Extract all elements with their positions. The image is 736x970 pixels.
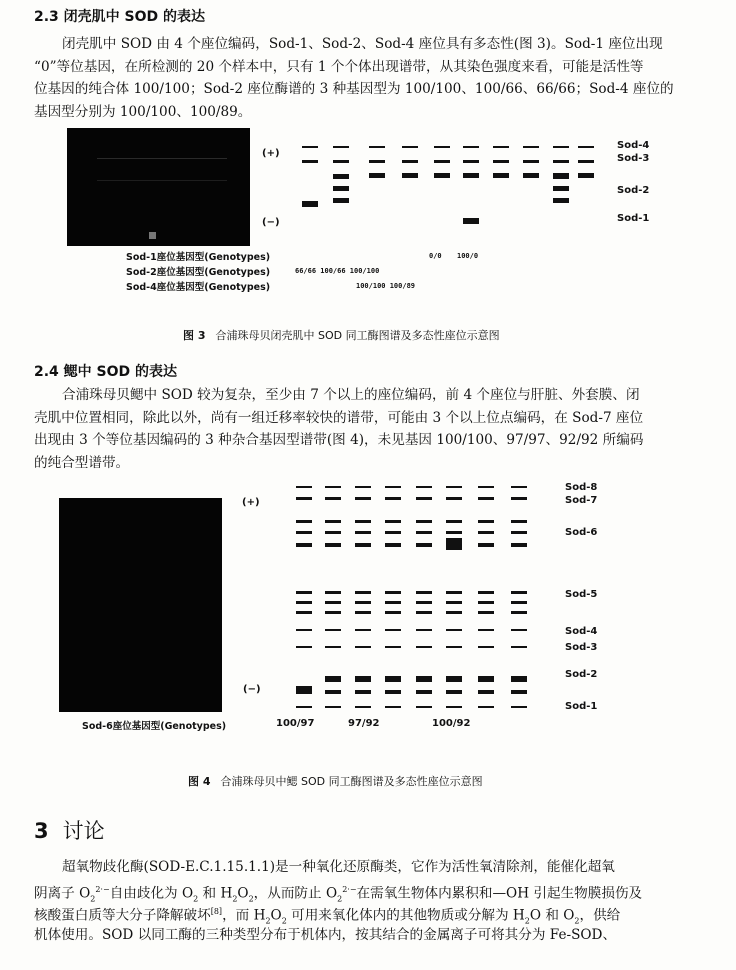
gel-band [478,706,494,708]
gel-band [463,173,479,178]
gel-band [416,611,432,614]
gel-band [463,146,479,148]
gel-band [478,646,494,648]
citation: [8] [210,907,223,916]
gel-band [553,198,569,203]
gel-band [446,591,462,594]
gel-band [511,611,527,614]
gel-band [355,531,371,534]
gel-band [434,146,450,148]
gel-band [296,520,312,523]
gel-photo [67,128,250,246]
gel-band [385,676,401,682]
gel-band [296,591,312,594]
figure-3-caption [183,327,500,343]
gel-band [355,591,371,594]
gel-band [446,520,462,523]
gel-band [333,174,349,179]
gel-band [478,690,494,694]
gel-band [434,160,450,163]
gel-band [385,531,401,534]
gel-band [511,520,527,523]
gel-band [416,629,432,631]
caption-text: 合浦珠母贝中鳃 SOD 同工酶图谱及多态性座位示意图 [220,775,483,788]
gel-band [478,531,494,534]
section-2-4-body [34,384,706,474]
body-line: 机体使用。SOD 以同工酶的三种类型分布于机体内，按其结合的金属离子可将其分为 Fe-SOD、 [34,926,617,943]
gel-band [402,146,418,148]
gel-band [355,601,371,604]
gel-band [553,174,569,179]
genotype-value: 0/0 [429,252,442,260]
section-number: 3 [34,819,49,843]
gel-band [369,146,385,148]
gel-band [325,497,341,500]
gel-band [355,543,371,547]
locus-label: Sod-1 [617,213,650,224]
gel-band [523,146,539,148]
locus-label: Sod-3 [565,642,598,653]
gel-band [385,601,401,604]
minus-sign: (−) [262,217,280,228]
gel-band [296,686,312,692]
gel-band [325,601,341,604]
section-2-4-title: 2.4 鳃中 SOD 的表达 [34,364,178,380]
gel-band [446,486,462,488]
locus-label: Sod-4 [617,140,650,151]
body-line: 位基因的纯合体 100/100；Sod-2 座位酶谱的 3 种基因型为 100/100、100/66、66/66；Sod-4 座位的 [34,81,674,97]
gel-band [296,486,312,488]
gel-band [385,646,401,648]
gel-band [511,591,527,594]
gel-band [296,497,312,500]
locus-label: Sod-5 [565,589,598,600]
gel-band [446,531,462,534]
gel-band [478,676,494,682]
gel-band [302,160,318,163]
gel-band [385,520,401,523]
gel-band [355,486,371,488]
gel-band [416,690,432,694]
gel-band [578,160,594,163]
body-line: 闭壳肌中 SOD 由 4 个座位编码，Sod-1、Sod-2、Sod-4 座位具有多态性(图 3)。Sod-1 座位出现 [62,36,663,52]
gel-band [385,706,401,708]
gel-band [511,497,527,500]
genotype-label: Sod-4座位基因型(Genotypes) [126,282,271,293]
section-2-3-body [34,33,706,123]
gel-band [325,676,341,682]
genotype-value: 100/0 [457,252,479,260]
gel-band [578,146,594,148]
gel-band [355,706,371,708]
gel-band [416,531,432,534]
genotype-value: 100/97 [276,718,315,729]
gel-band [355,676,371,682]
gel-band [446,611,462,614]
section-title: 讨论 [62,819,105,843]
gel-band [416,543,432,547]
gel-band [478,611,494,614]
locus-label: Sod-1 [565,701,598,712]
gel-band [369,173,385,178]
gel-band [325,706,341,708]
body-line: 基因型分别为 100/100、100/89。 [34,103,252,120]
gel-band [478,520,494,523]
locus-label: Sod-7 [565,495,598,506]
gel-band [333,160,349,163]
gel-band [369,160,385,163]
gel-band [416,486,432,488]
plus-sign: (+) [262,148,280,159]
gel-band [446,706,462,708]
gel-band [523,173,539,178]
plus-sign: (+) [242,497,260,508]
gel-band [511,486,527,488]
gel-band [463,160,479,163]
genotype-label: Sod-1座位基因型(Genotypes) [126,252,271,263]
gel-band [302,146,318,148]
body-line: 超氧物歧化酶(SOD-E.C.1.15.1.1)是一种氧化还原酶类，它作为活性氧清除剂，能催化超氧 [62,859,615,875]
gel-band [402,173,418,178]
gel-band [325,486,341,488]
gel-band [325,611,341,614]
figure-4-caption [188,773,483,789]
gel-band [325,543,341,547]
gel-band [511,543,527,547]
gel-band [446,538,462,550]
gel-band [446,497,462,500]
gel-band [385,690,401,694]
gel-band [511,531,527,534]
gel-band [296,543,312,547]
gel-band [511,706,527,708]
gel-band [333,198,349,203]
body-line: 出现由 3 个等位基因编码的 3 种杂合基因型谱带(图 4)，未见基因 100/100、97/97、92/92 所编码 [34,432,644,448]
locus-label: Sod-2 [565,669,598,680]
gel-band [355,497,371,500]
locus-label: Sod-6 [565,527,598,538]
gel-band [493,160,509,163]
gel-band [416,646,432,648]
gel-band [385,497,401,500]
gel-band [355,520,371,523]
section-3-body [34,856,706,946]
gel-band [553,146,569,148]
caption-number: 图 4 [188,775,211,788]
gel-band [333,186,349,191]
gel-band [553,186,569,191]
section-3-heading [34,815,105,845]
genotype-label: Sod-6座位基因型(Genotypes) [82,721,227,732]
gel-band [325,591,341,594]
gel-band [325,646,341,648]
section-2-3-title: 2.3 闭壳肌中 SOD 的表达 [34,9,206,25]
gel-band [446,690,462,694]
gel-band [325,629,341,631]
gel-band [493,146,509,148]
gel-band [463,218,479,224]
gel-band [478,591,494,594]
gel-band [296,646,312,648]
gel-band [355,629,371,631]
body-line: “0”等位基因，在所检测的 20 个样本中，只有 1 个个体出现谱带，从其染色强度来看，可能是活性等 [34,58,644,75]
body-line: 合浦珠母贝鳃中 SOD 较为复杂，至少由 7 个以上的座位编码，前 4 个座位与肝脏、外套膜、闭 [62,387,640,403]
gel-band [385,591,401,594]
gel-band [385,543,401,547]
gel-band [478,601,494,604]
gel-band [296,611,312,614]
gel-band [478,486,494,488]
gel-band [511,601,527,604]
gel-band [416,520,432,523]
gel-band [523,160,539,163]
gel-band [416,497,432,500]
gel-band [446,676,462,682]
gel-band [296,629,312,631]
gel-band [478,543,494,547]
gel-band [416,676,432,682]
genotype-label: Sod-2座位基因型(Genotypes) [126,267,271,278]
locus-label: Sod-3 [617,153,650,164]
gel-band [511,646,527,648]
gel-band [296,601,312,604]
genotype-value: 66/66 100/66 100/100 [295,267,380,275]
figure-4 [0,480,736,790]
caption-text: 合浦珠母贝闭壳肌中 SOD 同工酶图谱及多态性座位示意图 [215,329,500,342]
gel-band [434,173,450,178]
gel-band [478,629,494,631]
gel-band [511,629,527,631]
gel-band [493,173,509,178]
gel-band [578,173,594,178]
minus-sign: (−) [243,684,261,695]
gel-band [325,690,341,694]
body-line: 壳肌中位置相同，除此以外，尚有一组迁移率较快的谱带，可能由 3 个以上位点编码，在 Sod-7 座位 [34,409,644,426]
gel-band [402,160,418,163]
body-line: 阴离子 $O_2^{2\cdot-}$自由歧化为 $O_2$ 和 $H_2O_2$，从而防止 $O_2^{2\cdot-}$在需氧生物体内累积和—OH 引起生物膜损伤及 [34,884,643,903]
gel-band [416,591,432,594]
gel-band [296,706,312,708]
caption-number: 图 3 [183,329,206,342]
gel-photo [59,498,222,712]
gel-band [385,611,401,614]
gel-band [416,706,432,708]
gel-band [511,676,527,682]
gel-band [511,690,527,694]
gel-band [296,531,312,534]
gel-band [553,160,569,163]
locus-label: Sod-4 [565,626,598,637]
gel-band [325,520,341,523]
gel-band [355,690,371,694]
gel-band [325,531,341,534]
gel-band [302,201,318,207]
gel-band [355,611,371,614]
gel-band [385,486,401,488]
locus-label: Sod-2 [617,185,650,196]
gel-band [333,146,349,148]
genotype-value: 97/92 [348,718,380,729]
body-line: 的纯合型谱带。 [34,454,130,471]
figure-3 [0,125,736,345]
locus-label: Sod-8 [565,482,598,493]
gel-band [446,629,462,631]
gel-band [478,497,494,500]
gel-band [355,646,371,648]
genotype-value: 100/100 100/89 [356,282,416,290]
gel-band [446,601,462,604]
genotype-value: 100/92 [432,718,471,729]
body-line: 核酸蛋白质等大分子降解破坏[8]，而 $H_2O_2$ 可用来氧化体内的其他物质或分解为 $H_2O$ 和 $O_2$，供给 [34,907,621,926]
gel-band [446,646,462,648]
gel-band [416,601,432,604]
gel-band [385,629,401,631]
